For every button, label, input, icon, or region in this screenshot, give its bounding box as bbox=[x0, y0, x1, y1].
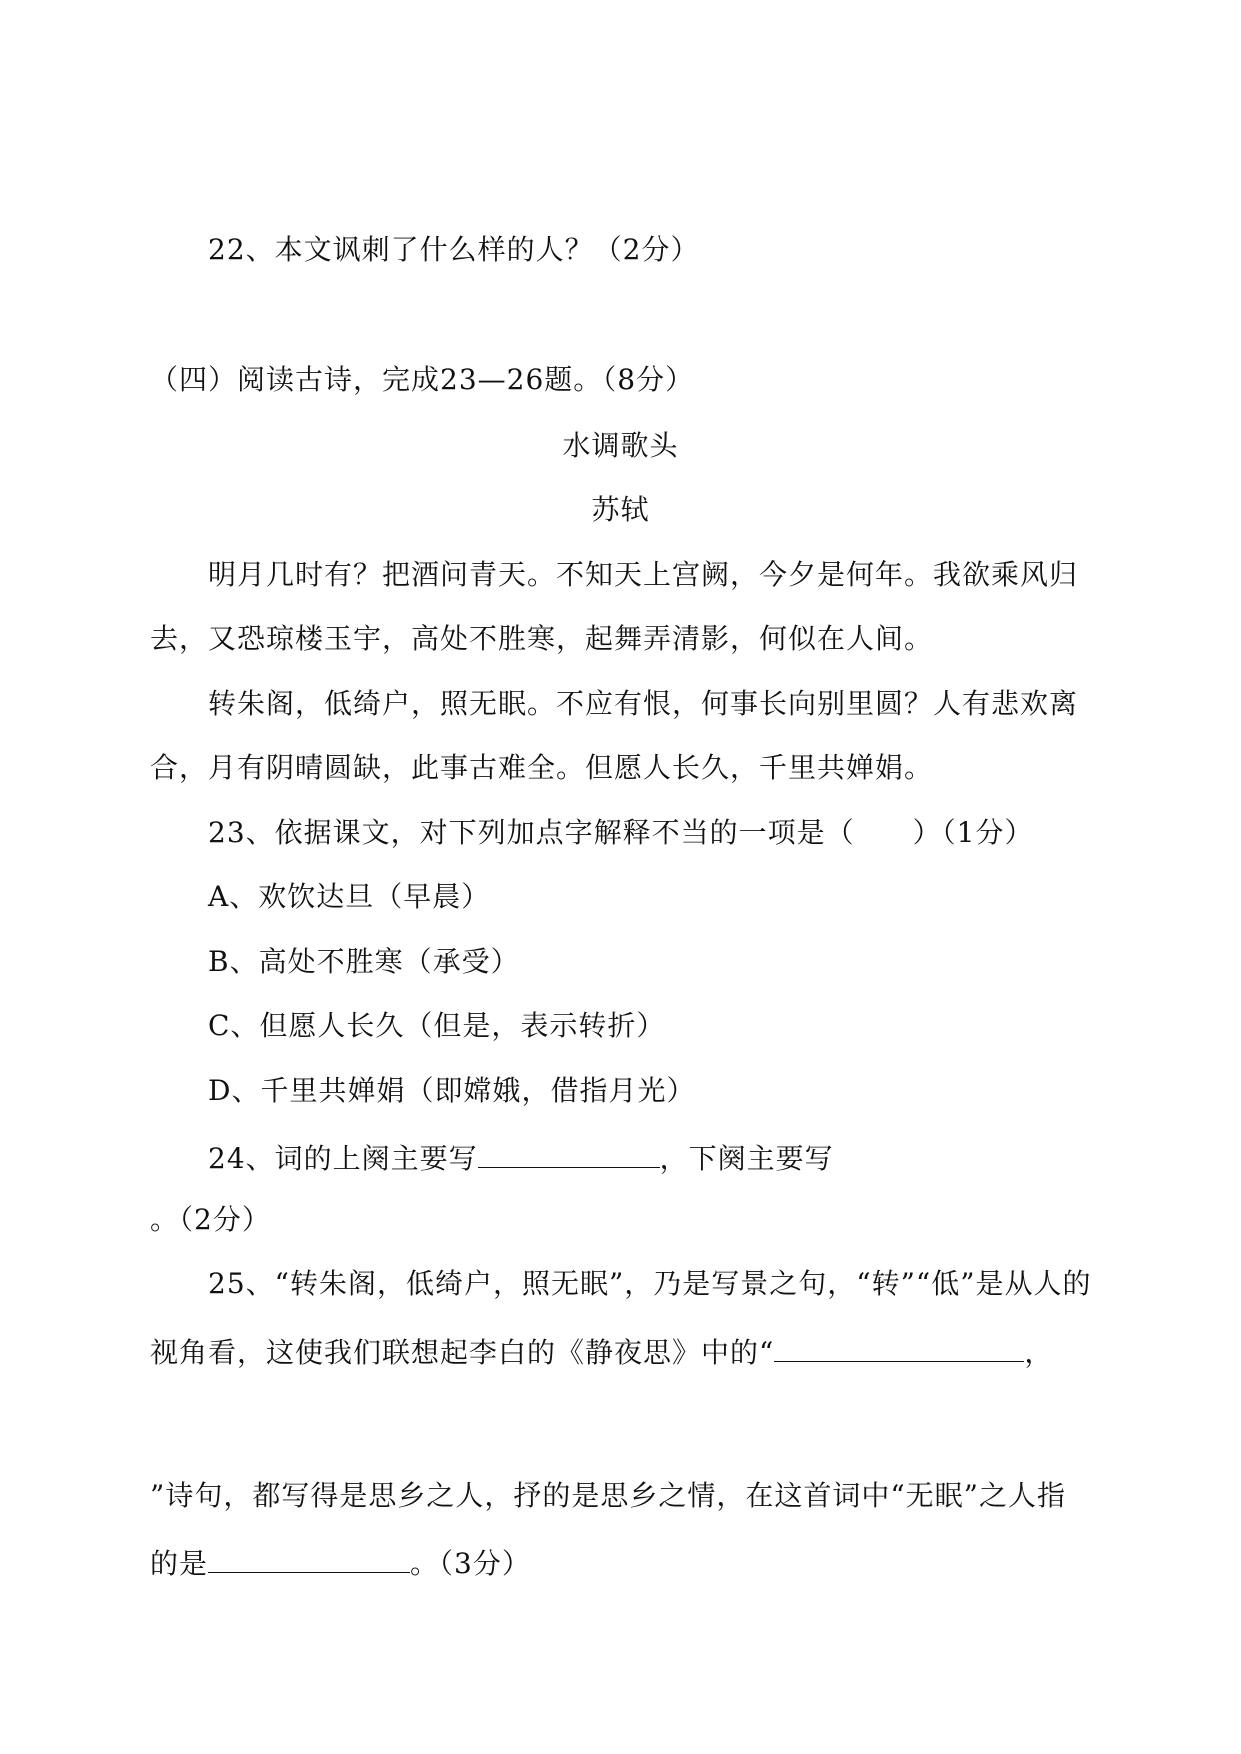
poem-stanza2-line2: 合，月有阴晴圆缺，此事古难全。但愿人长久，千里共婵娟。 bbox=[150, 751, 934, 784]
question-24-line1 bbox=[208, 1137, 834, 1177]
question-22: 22、本文讽刺了什么样的人？（2分） bbox=[208, 233, 700, 266]
question-25-answer-blank-2[interactable] bbox=[208, 1542, 410, 1573]
question-24-answer-blank-1[interactable] bbox=[478, 1137, 660, 1168]
question-25-prompt-a: 视角看，这使我们联想起李白的《静夜思》中的“ bbox=[150, 1336, 775, 1369]
question-23-option-b: B、高处不胜寒（承受） bbox=[208, 945, 520, 978]
question-23-stem: 23、依据课文，对下列加点字解释不当的一项是（ ）（1分） bbox=[208, 816, 1034, 849]
question-24-prompt-a: 24、词的上阕主要写 bbox=[208, 1142, 478, 1175]
question-24-prompt-b: ，下阕主要写 bbox=[659, 1142, 834, 1175]
question-25-answer-blank-1[interactable] bbox=[774, 1331, 1024, 1362]
poem-stanza2-line1: 转朱阁，低绮户，照无眠。不应有恨，何事长向别里圆？人有悲欢离 bbox=[208, 687, 1079, 720]
question-25-prompt-c: 的是 bbox=[150, 1547, 209, 1580]
question-25-prompt-b: ， bbox=[1024, 1336, 1054, 1369]
question-25-prompt-d: 。（3分） bbox=[410, 1547, 531, 1580]
question-25-line2 bbox=[150, 1331, 1053, 1371]
question-23-option-c: C、但愿人长久（但是，表示转折） bbox=[208, 1009, 666, 1042]
poem-title: 水调歌头 bbox=[562, 429, 679, 462]
question-25-line3: ”诗句，都写得是思乡之人，抒的是思乡之情，在这首词中“无眠”之人指 bbox=[150, 1479, 1066, 1512]
poem-author: 苏轼 bbox=[591, 493, 650, 526]
poem-stanza1-line1: 明月几时有？把酒问青天。不知天上宫阙，今夕是何年。我欲乘风归 bbox=[208, 558, 1079, 591]
question-24-line2: 。（2分） bbox=[150, 1203, 271, 1236]
question-25-line1: 25、“转朱阁，低绮户，照无眠”，乃是写景之句，“转”“低”是从人的 bbox=[208, 1267, 1092, 1300]
question-25-line4 bbox=[150, 1542, 531, 1582]
section-4-heading: （四）阅读古诗，完成23—26题。（8分） bbox=[150, 363, 695, 396]
poem-stanza1-line2: 去，又恐琼楼玉宇，高处不胜寒，起舞弄清影，何似在人间。 bbox=[150, 622, 934, 655]
question-23-option-d: D、千里共婵娟（即嫦娥，借指月光） bbox=[208, 1074, 696, 1107]
question-23-option-a: A、欢饮达旦（早晨） bbox=[208, 880, 491, 913]
